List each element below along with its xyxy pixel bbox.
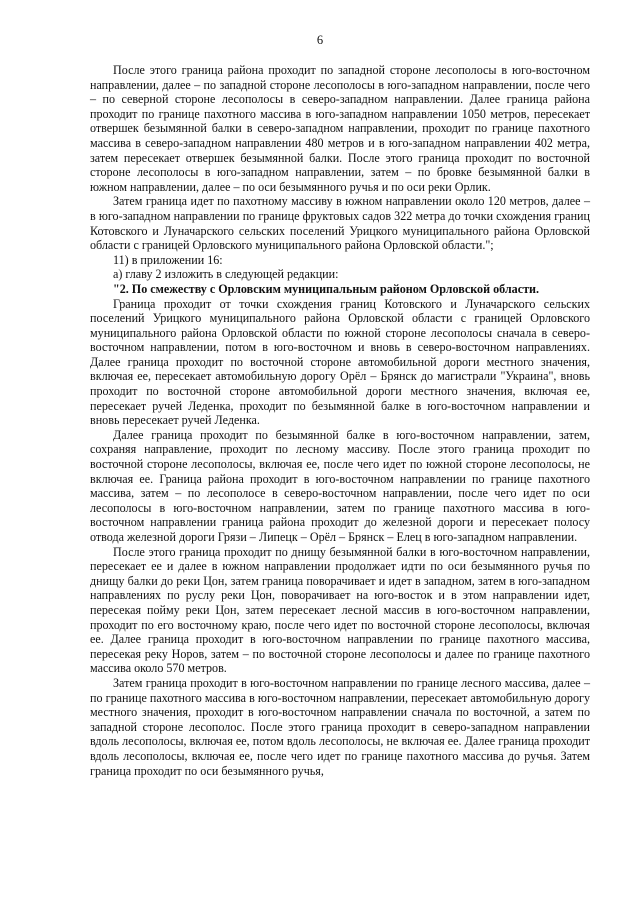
document-body [90,63,590,778]
paragraph: Далее граница проходит по безымянной балке в юго-восточном направлении, затем, сохраняя направление, проходит по лесному массиву. После этого граница проходит по восточной стороне лесополосы, включая ее, после чего идет по южной стороне лесополосы, не включая ее. Граница района проходит в юго-восточном направлении по границе пахотного массива, затем – по лесополосе в северо-восточном направлении, после чего идет по оси лесополосы в юго-восточном направлении, затем по границе пахотного массива в юго-восточном направлении граница района проходит до железной дороги и пересекает полосу отвода железной дороги Грязи – Липецк – Орёл – Брянск – Елец в юго-западном направлении. [90,427,590,544]
paragraph: После этого граница района проходит по западной стороне лесополосы в юго-восточном направлении, далее – по западной стороне лесополосы в юго-западном направлении, после чего – по северной стороне лесополосы в северо-западном направлении. Далее граница района проходит по границе пахотного массива в юго-западном направлении 1050 метров, пересекает отвершек безымянной балки в северо-западном направлении, проходит по границе пахотного массива в северо-западном направлении 480 метров и в юго-западном направлении 402 метра, затем пересекает отвершек безымянной балки. После этого граница проходит по восточной стороне лесополосы в юго-западном направлении, затем – по бровке безымянной балки в южном направлении, далее – по оси безымянного ручья и по оси реки Орлик. [90,63,590,194]
paragraph: Затем граница идет по пахотному массиву в южном направлении около 120 метров, далее – в юго-западном направлении по границе фруктовых садов 322 метра до точки схождения границ Котовского и Луначарского сельских поселений Урицкого муниципального района Орловской области с границей Орловского муниципального района Орловской области."; [90,194,590,253]
list-item: 11) в приложении 16: [113,252,223,267]
page-number: 6 [316,33,324,47]
paragraph: Затем граница проходит в юго-восточном направлении по границе лесного массива, далее – по границе пахотного массива в юго-восточном направлении, пересекает автомобильную дорогу местного значения, проходит в юго-восточном направлении сначала по восточной, а затем по западной стороне лесополос. После этого граница проходит в северо-западном направлении вдоль лесополосы, включая ее, потом вдоль лесополосы, не включая ее. Далее граница проходит вдоль лесополосы, включая ее, после чего идет по границе пахотного массива до ручья. Затем граница проходит по оси безымянного ручья, [90,675,590,778]
paragraph: После этого граница проходит по днищу безымянной балки в юго-восточном направлении, пересекает ее и далее в южном направлении продолжает идти по оси безымянного ручья по днищу балки до реки Цон, затем граница поворачивает и идет в западном, затем в юго-западном направлениях по руслу реки Цон, поворачивает на юго-восток и в этом направлении идет, пересекая пойму реки Цон, затем пересекает лесной массив в юго-восточном направлении, проходит по его восточному краю, после чего идет по восточной стороне лесополосы, включая ее. Далее граница проходит в юго-восточном направлении по границе пахотного массива, пересекая реку Норов, затем – по восточной стороне лесополосы и далее по границе пахотного массива около 570 метров. [90,544,590,676]
list-item: а) главу 2 изложить в следующей редакции: [113,267,339,282]
section-heading: "2. По смежеству с Орловским муниципальным районом Орловской области. [113,281,540,296]
paragraph: Граница проходит от точки схождения границ Котовского и Луначарского сельских поселений Урицкого муниципального района Орловской области с границей Орловского муниципального района Орловской области по южной стороне лесополосы сначала в северо-восточном направлении, потом в юго-восточном и вновь в северо-восточном направлениях. Далее граница проходит по восточной стороне автомобильной дороги местного значения, включая ее, пересекает автомобильную дорогу Орёл – Брянск до магистрали "Украина", вновь проходит по восточной стороне автомобильной дороги местного значения, включая ее, пересекает ручей Леденка, проходит по безымянной балке в юго-восточном направлении и вновь пересекает ручей Леденка. [90,296,590,428]
